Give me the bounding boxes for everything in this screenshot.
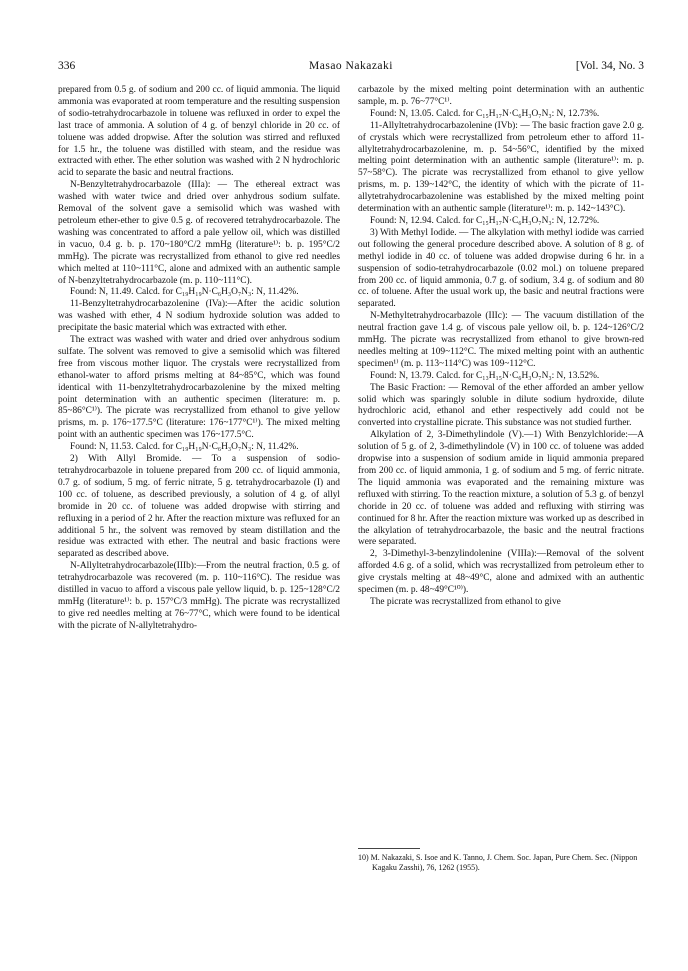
right-column: [358, 85, 644, 609]
paragraph: Found: N, 11.53. Calcd. for C₁₉H₁₉N·C₆H₃O₇N₃: N, 11.42%.: [70, 442, 299, 453]
paragraph: N-Benzyltetrahydrocarbazole (IIIa): — The ethereal extract was washed with water twice and dried over anhydrous sodium sulfate. Removal of the solvent gave a semisolid which was washed with petroleum ether-ether to give 0.5 g. of recovered tetrahydrocarbazole. The washing was concentrated to afford a pale yellow oil, which was distilled in vacuo, 0.4 g. b. p. 170~180°C/2 mmHg (literature¹⁾: b. p. 195°C/2 mmHg). The picrate was recrystallized from ethanol to give red needles which melted at 110~111°C, alone and admixed with an authentic sample of N-benzyltetrahydrocarbazole (m. p. 110~111°C).: [58, 180, 340, 286]
paragraph: 3) With Methyl Iodide. — The alkylation with methyl iodide was carried out following the general procedure described above. A solution of 8 g. of methyl iodide in 40 cc. of toluene was added dropwise during 6 hr. in a suspension of sodio-tetrahydrocarbazole (0.02 mol.) on toluene prepared from 200 cc. of liquid ammonia, 0.7 g. of sodium, 3.4 g. of sodium and 80 cc. of toluene. After the usual work up, the basic and neutral fractions were separated.: [358, 227, 644, 310]
paragraph: Found: N, 13.79. Calcd. for C₁₃H₁₅N·C₆H₃O₇N₃: N, 13.52%.: [370, 370, 600, 381]
paragraph: 2, 3-Dimethyl-3-benzylindolenine (VIIIa):—Removal of the solvent afforded 4.6 g. of a solid, which was recrystallized from petroleum ether to give crystals melting at 48~49°C, alone and admixed with an authentic specimen (m. p. 48~49°C¹⁰⁾).: [358, 549, 644, 596]
left-column: [58, 85, 340, 633]
paragraph: Found: N, 12.94. Calcd. for C₁₅H₁₇N·C₆H₃O₇N₃: N, 12.72%.: [370, 215, 600, 226]
paragraph: Found: N, 13.05. Calcd. for C₁₅H₁₇N·C₆H₃O₇N₃: N, 12.73%.: [370, 108, 600, 119]
paragraph: N-Allyltetrahydrocarbazole(IIIb):—From the neutral fraction, 0.5 g. of tetrahydrocarbazole was recovered (m. p. 110~116°C). The residue was distilled in vacuo to afford a viscous pale yellow liquid, b. p. 125~128°C/2 mmHg (literature¹⁾: b. p. 157°C/3 mmHg). The picrate was recrystallized to give red needles melting at 76~77°C, which were found to be identical with the picrate of N-allyltetrahydro-: [58, 561, 340, 631]
paragraph: Alkylation of 2, 3-Dimethylindole (V).—1) With Benzylchloride:—A solution of 5 g. of 2, 3-dimethylindole (V) in 100 cc. of toluene was added dropwise into a suspension of sodium amide in liquid ammonia prepared from 200 cc. of liquid ammonia, 1 g. of sodium and 5 mg. of ferric nitrate. The liquid ammonia was evaporated and the remaining mixture was refluxed with stirring. To the reaction mixture, a solution of 5.3 g. of benzyl choride in 20 cc. of toluene was added and refluxing with stirring was continued for 8 hr. After the reaction mixture was worked up as described in the alkylation of tetrahydrocarbazole, the basic and the neutral fractions were separated.: [358, 430, 644, 548]
paragraph: N-Methyltetrahydrocarbazole (IIIc): — The vacuum distillation of the neutral fraction gave 1.4 g. of viscous pale yellow oil, b. p. 124~126°C/2 mmHg. The picrate was recrystallized from ethanol to give brown-red needles melting at 109~112°C. The mixed melting point with an authentic specimen¹⁾ (m. p. 113~114°C) was 109~112°C.: [358, 311, 644, 369]
paragraph: The Basic Fraction: — Removal of the ether afforded an amber yellow solid which was sparingly soluble in dilute sodium hydroxide, dilute hydrochloric acid, ethanol and ether respectively add could not be converted into crystalline picrate. This substance was not studied further.: [358, 382, 644, 429]
running-header: [58, 60, 644, 76]
footnote: [358, 853, 644, 873]
paragraph: 2) With Allyl Bromide. — To a suspension of sodio-tetrahydrocarbazole in toluene prepared from 200 cc. of liquid ammonia, 0.7 g. of sodium, 5 mg. of ferric nitrate, 5 g. tetrahydrocarbazole (I) and 100 cc. of toluene, as described previously, a solution of 4 g. of allyl bromide in 20 cc. of toluene was added dropwise with stirring and refluxing in a period of 2 hr. After the reaction mixture was refluxed for an additional 5 hr., the solvent was removed by steam distillation and the residue was extracted with ether. The neutral and basic fractions were separated as described above.: [58, 454, 340, 560]
paragraph: 11-Benzyltetrahydrocarbazolenine (IVa):—After the acidic solution was washed with ether, 4 N sodium hydroxide solution was added to precipitate the basic material which was extracted with ether.: [58, 299, 340, 334]
paragraph: Found: N, 11.49. Calcd. for C₁₉H₁₉N·C₆H₃O₇N₃: N, 11.42%.: [70, 287, 299, 298]
paragraph: prepared from 0.5 g. of sodium and 200 cc. of liquid ammonia. The liquid ammonia was evaporated at room temperature and the resulting suspension of sodio-tetrahydrocarbazole in toluene was refluxed in order to expel the last trace of ammonia. A solution of 4 g. of benzyl chloride in 20 cc. of toluene was added dropwise. After the solution was stirred and refluxed for 1.5 hr., the toluene was distilled with steam, and the residue was extracted with ether. The ether solution was washed with 2 N hydrochloric acid to separate the basic and neutral fractions.: [58, 85, 340, 179]
footnote-rule: [358, 848, 420, 849]
volume-info: [Vol. 34, No. 3: [575, 60, 644, 72]
paragraph: 11-Allyltetrahydrocarbazolenine (IVb): — The basic fraction gave 2.0 g. of crystals which were recrystallized from petroleum ether to afford 11-allyltetrahydrocarbazolenine, m. p. 54~56°C, identified by the mixed melting point determination with an authentic sample (literature¹⁾: m. p. 57~58°C). The picrate was recrystallized from ethanol to give yellow prisms, m. p. 139~142°C, the identity of which with the picrate of 11-allytetrahydrocarbazolenine was established by the mixed melting point determination with an authentic sample (literature¹⁾: m. p. 142~143°C).: [358, 120, 644, 215]
paragraph: carbazole by the mixed melting point determination with an authentic sample, m. p. 76~77°C¹⁾.: [358, 85, 644, 107]
author-name: Masao Nakazaki: [309, 60, 393, 72]
paragraph: The picrate was recrystallized from ethanol to give: [370, 596, 561, 607]
paragraph: The extract was washed with water and dried over anhydrous sodium sulfate. The solvent was removed to give a semisolid which was filtered free from viscous mother liquor. The crystals were recrystallized from ethanol-water to afford prisms melting at 84~85°C, which was found identical with 11-benzyltetrahydrocarbazolenine by the mixed melting point determination with an authentic specimen (literature: m. p. 85~86°C¹⁾). The picrate was recrystallized from ethanol to give yellow prisms, m. p. 176~177.5°C (literature: 176~177°C¹⁾). The mixed melting point with an authentic specimen was 176~177.5°C.: [58, 335, 340, 441]
footnote-text: 10) M. Nakazaki, S. Isoe and K. Tanno, J. Chem. Soc. Japan, Pure Chem. Sec. (Nippon Kagaku Zasshi), 76, 1262 (1955).: [358, 853, 638, 873]
page-number: 336: [58, 60, 76, 72]
